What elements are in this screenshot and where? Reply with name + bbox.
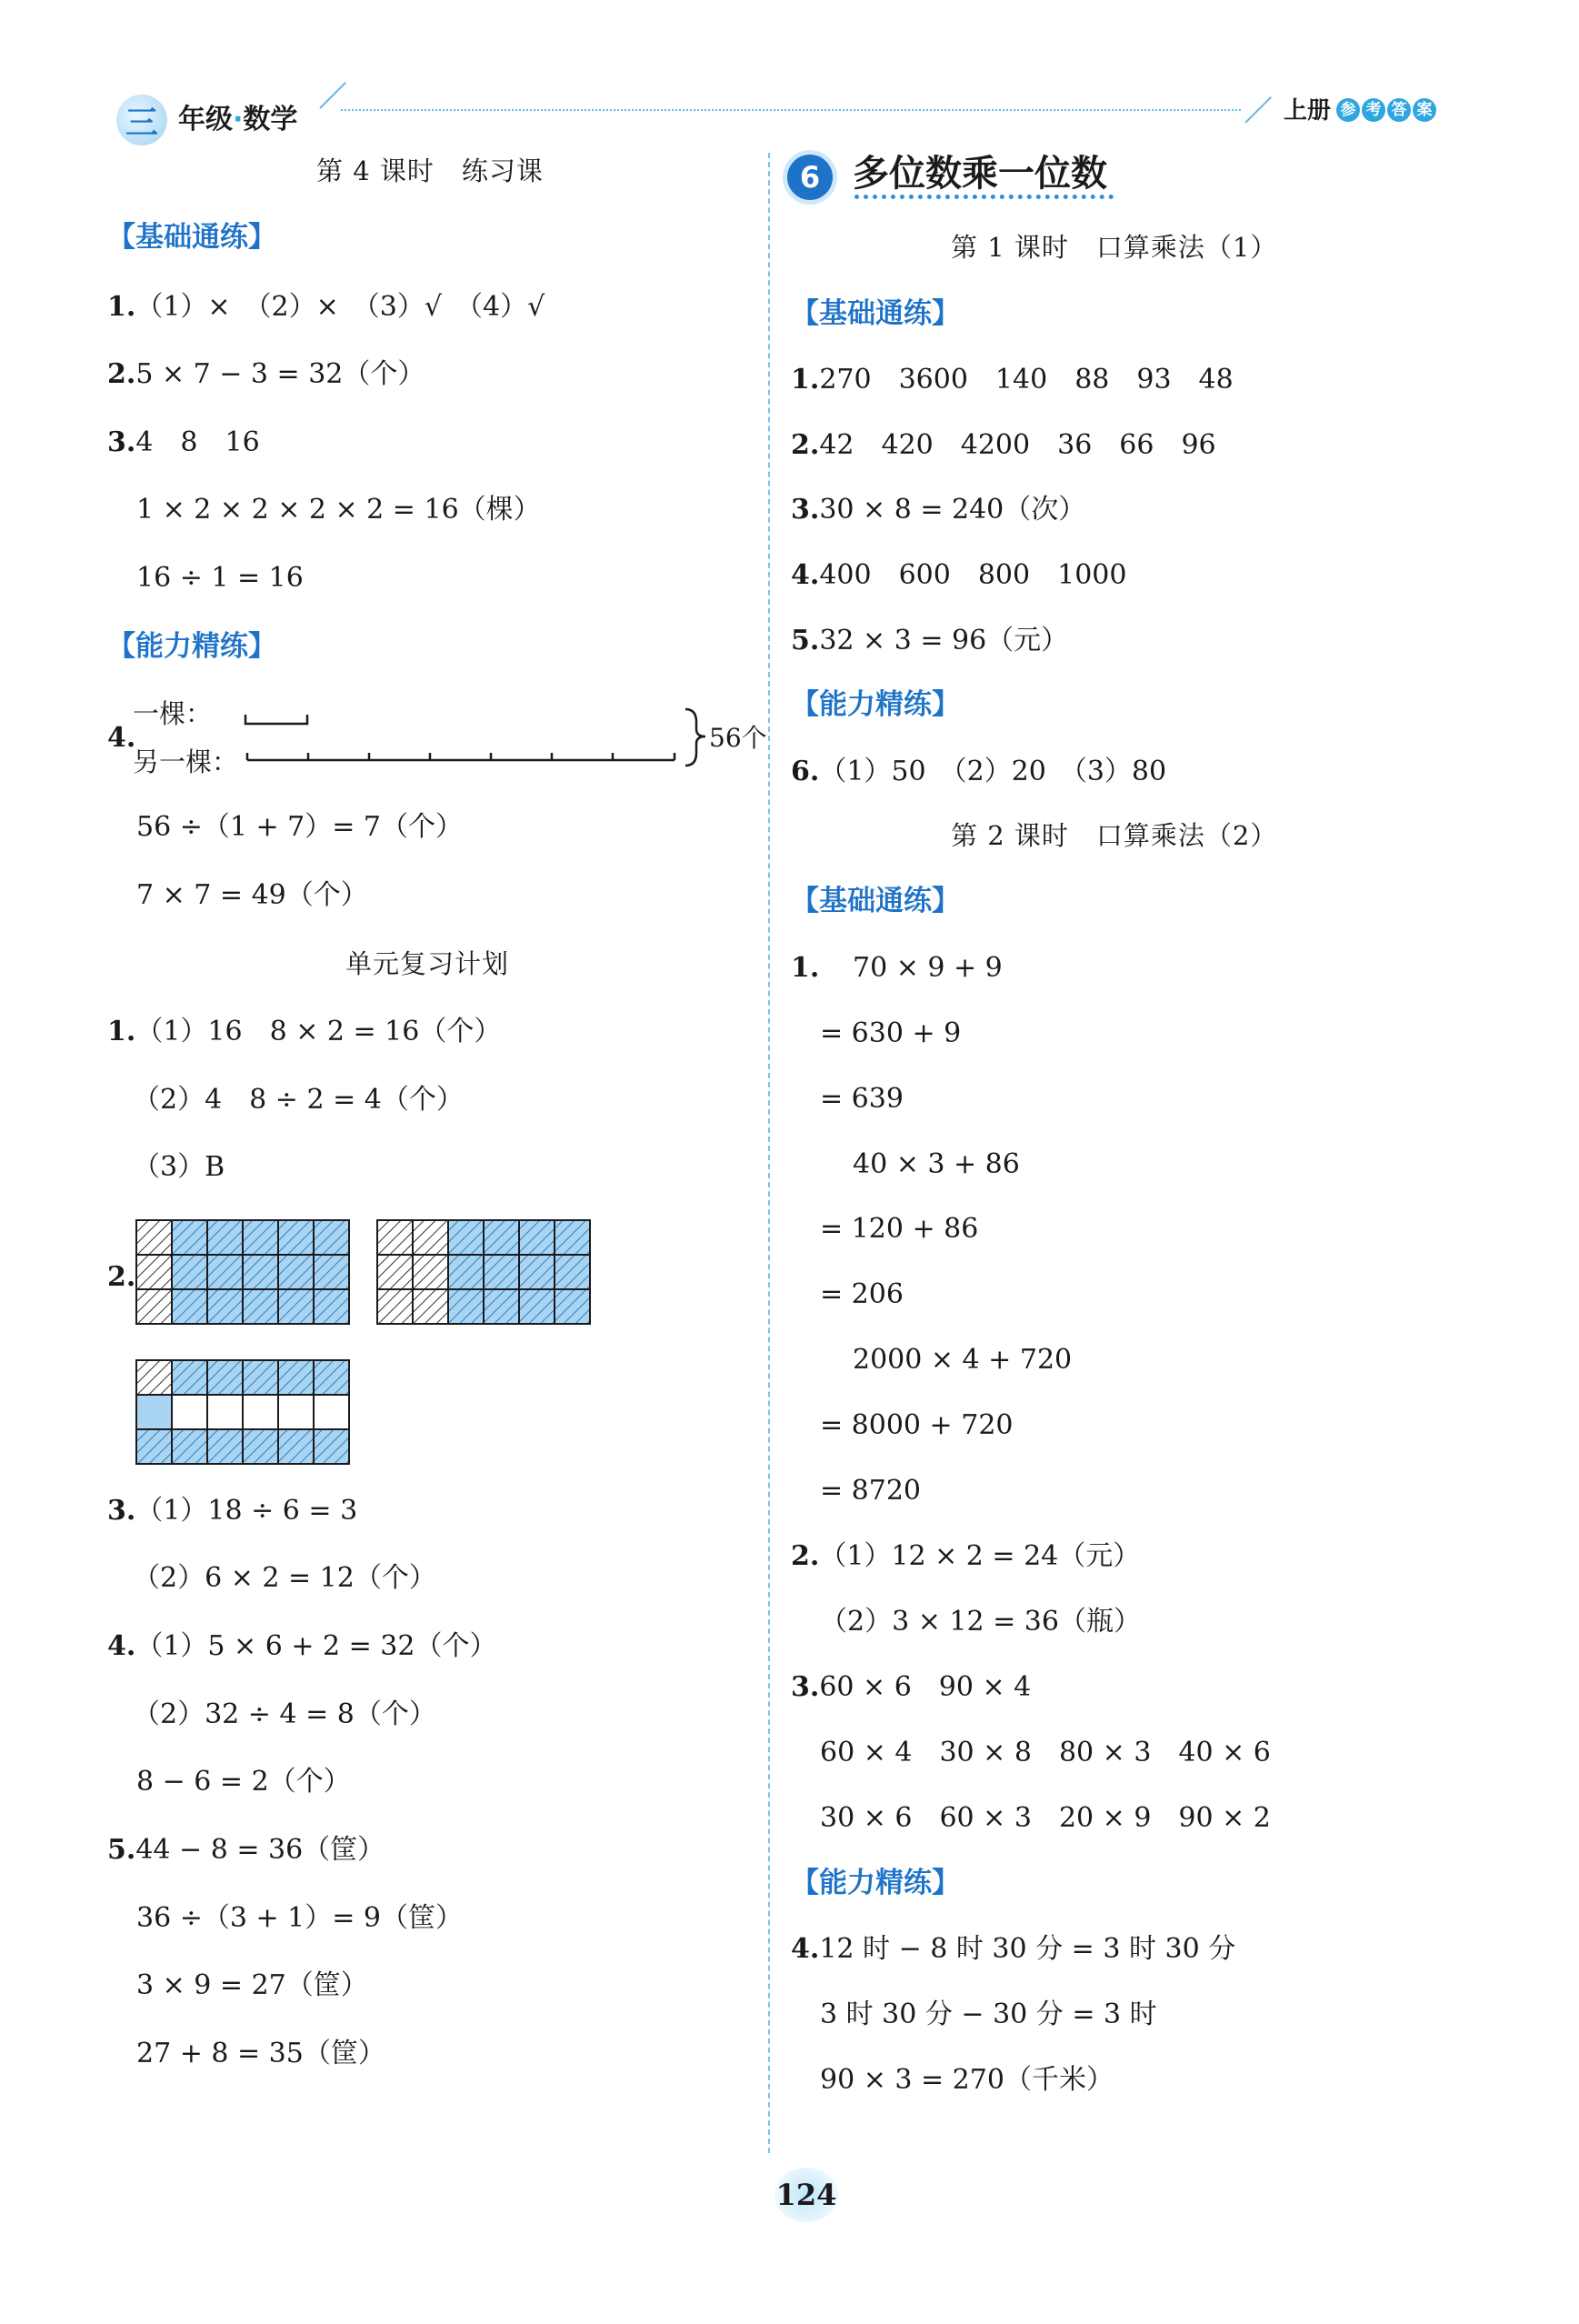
answer-item: 1.270 3600 140 88 93 48 <box>791 364 1234 396</box>
tree-label-2: 另一棵： <box>133 746 239 777</box>
calc-line: 40 × 3 + 86 <box>853 1148 1020 1180</box>
lesson-title: 第 2 课时 口算乘法（2） <box>951 820 1278 851</box>
answer-line: 90 × 3 = 270（千米） <box>820 2064 1114 2096</box>
answer-item: 3.30 × 8 = 240（次） <box>791 494 1086 526</box>
answer-line: 56 ÷（1 + 7）= 7（个） <box>136 811 463 843</box>
answer-line: 30 × 6 60 × 3 20 × 9 90 × 2 <box>820 1802 1271 1834</box>
calc-line: = 630 + 9 <box>820 1017 962 1049</box>
answer-number: 4. <box>107 722 136 754</box>
answer-line: 7 × 7 = 49（个） <box>136 879 368 911</box>
answer-line: 27 + 8 = 35（筐） <box>136 2038 385 2069</box>
lesson-title: 第 1 课时 口算乘法（1） <box>951 232 1278 263</box>
answer-line: （2）32 ÷ 4 = 8（个） <box>133 1698 436 1730</box>
answer-line: 3 时 30 分 − 30 分 = 3 时 <box>820 1998 1157 2030</box>
answer-item: 3.（1）18 ÷ 6 = 3 <box>107 1495 358 1527</box>
lesson-title: 第 4 课时 练习课 <box>316 155 544 186</box>
answer-line: 3 × 9 = 27（筐） <box>136 1969 368 2001</box>
answer-item: 4.12 时 − 8 时 30 分 = 3 时 30 分 <box>791 1933 1236 1965</box>
grade-word: 年级 <box>178 104 233 135</box>
tree-label-1: 一棵： <box>133 698 213 729</box>
answer-item: 5.44 − 8 = 36（筐） <box>107 1834 385 1866</box>
header-slash-right <box>1244 96 1272 124</box>
answer-number: 1. <box>791 952 820 984</box>
grade-number: 三 <box>125 104 158 142</box>
answer-line: 36 ÷（3 + 1）= 9（筐） <box>136 1902 463 1934</box>
badge-char: 参 <box>1336 98 1360 122</box>
answer-number: 2. <box>107 1261 136 1293</box>
answer-item: 5.32 × 3 = 96（元） <box>791 625 1069 656</box>
section-basic: 【基础通练】 <box>107 221 276 254</box>
answer-item: 4.400 600 800 1000 <box>791 559 1127 591</box>
review-title: 单元复习计划 <box>345 948 510 979</box>
page-number: 124 <box>775 2168 838 2222</box>
answer-item: 1.（1）× （2）× （3）√ （4）√ <box>107 291 545 323</box>
grid-figures <box>135 1218 607 1473</box>
calc-line: = 639 <box>820 1083 904 1115</box>
calc-line: = 8720 <box>820 1475 922 1507</box>
chapter-title: 多位数乘一位数 <box>853 153 1107 195</box>
answer-line: 1 × 2 × 2 × 2 × 2 = 16（棵） <box>136 494 541 526</box>
answer-line: 60 × 4 30 × 8 80 × 3 40 × 6 <box>820 1737 1271 1768</box>
answer-item: 2.（1）12 × 2 = 24（元） <box>791 1540 1141 1572</box>
badge-char: 案 <box>1413 98 1436 122</box>
answer-key-badge <box>1336 98 1436 122</box>
answer-line: 8 − 6 = 2（个） <box>136 1766 351 1798</box>
answer-line: （2）6 × 2 = 12（个） <box>133 1562 436 1594</box>
answer-item: 1.（1）16 8 × 2 = 16（个） <box>107 1016 502 1047</box>
chapter-underline <box>854 195 1114 199</box>
section-ability: 【能力精练】 <box>107 630 276 663</box>
answer-item: 4.（1）5 × 6 + 2 = 32（个） <box>107 1630 497 1662</box>
section-basic: 【基础通练】 <box>791 885 960 917</box>
answer-item: 2.42 420 4200 36 66 96 <box>791 429 1216 461</box>
total-label: 56个 <box>709 723 767 753</box>
answer-line: （2）3 × 12 = 36（瓶） <box>820 1606 1141 1638</box>
answer-line: 16 ÷ 1 = 16 <box>136 562 304 594</box>
section-basic: 【基础通练】 <box>791 297 960 330</box>
calc-line: 70 × 9 + 9 <box>853 952 1003 984</box>
grade-subject-label <box>178 102 297 138</box>
calc-line: 2000 × 4 + 720 <box>853 1344 1073 1376</box>
chapter-number: 6 <box>787 155 833 200</box>
segment-diagram <box>236 700 727 773</box>
calc-line: = 8000 + 720 <box>820 1409 1014 1441</box>
volume-label: 上册 <box>1284 97 1332 125</box>
grade-badge <box>116 95 167 145</box>
section-ability: 【能力精练】 <box>791 1867 960 1899</box>
header-slash-left <box>319 82 346 109</box>
badge-char: 考 <box>1362 98 1385 122</box>
answer-item: 2.5 × 7 − 3 = 32（个） <box>107 358 425 390</box>
calc-line: = 206 <box>820 1278 904 1310</box>
column-divider <box>768 153 770 2153</box>
header-dotted-line <box>341 109 1241 111</box>
answer-line: （2）4 8 ÷ 2 = 4（个） <box>133 1084 464 1116</box>
answer-item: 3.60 × 6 90 × 4 <box>791 1671 1032 1703</box>
separator-dot: · <box>233 104 244 135</box>
subject: 数学 <box>243 104 298 135</box>
answer-item: 6.（1）50 （2）20 （3）80 <box>791 756 1167 787</box>
answer-item: 3.4 8 16 <box>107 426 260 458</box>
badge-char: 答 <box>1387 98 1411 122</box>
calc-line: = 120 + 86 <box>820 1213 979 1245</box>
answer-line: （3）B <box>133 1151 225 1183</box>
section-ability: 【能力精练】 <box>791 688 960 721</box>
